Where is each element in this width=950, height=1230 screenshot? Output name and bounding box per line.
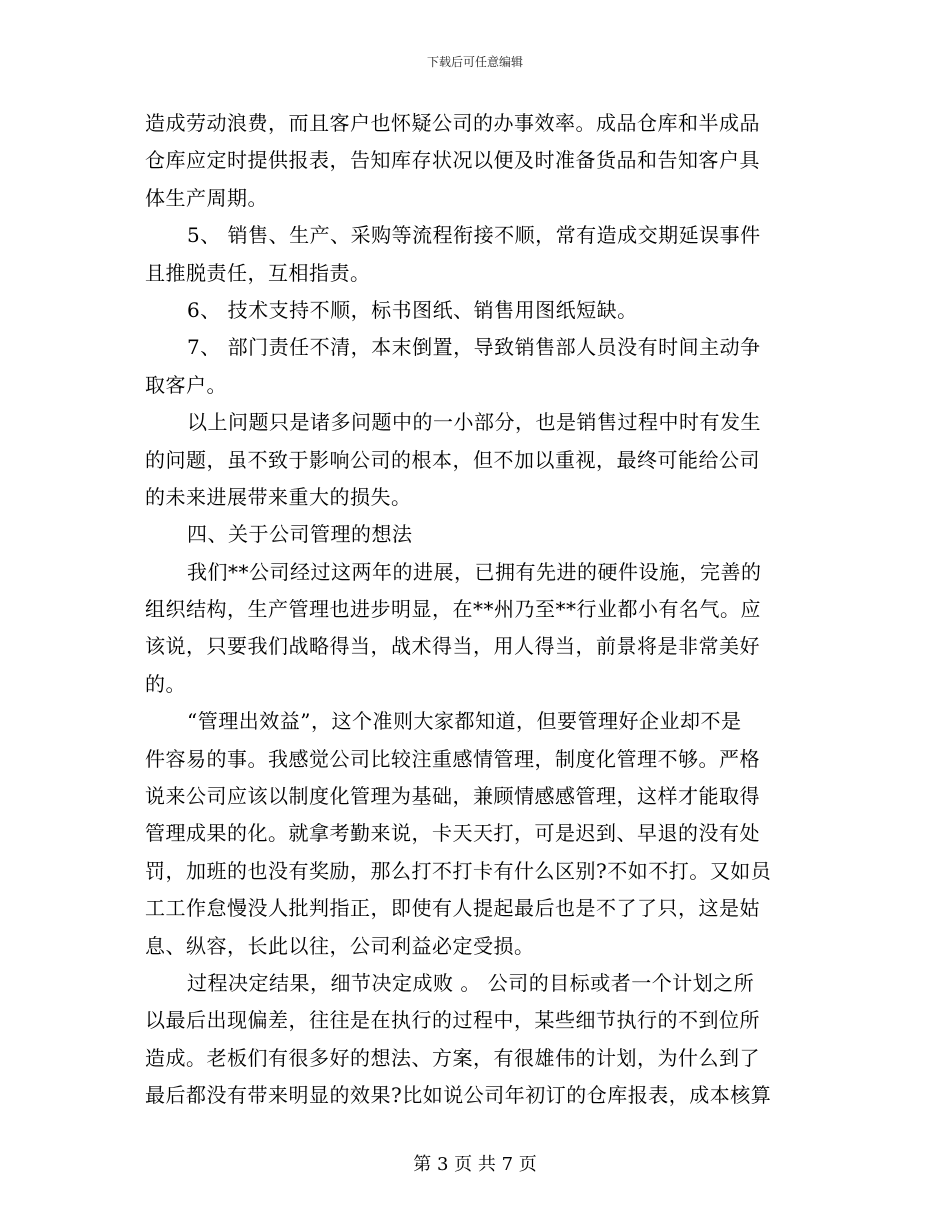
text-line: 7、 部门责任不清，本末倒置，导致销售部人员没有时间主动争 (187, 335, 761, 360)
text-line: 该说，只要我们战略得当，战术得当，用人得当，前景将是非常美好 (145, 634, 760, 659)
page-header: 下载后可任意编辑 (426, 55, 523, 69)
text-line: “管理出效益”，这个准则大家都知道，但要管理好企业却不是 (187, 709, 742, 734)
text-line: 管理成果的化。就拿考勤来说，卡天天打，可是迟到、早退的没有处 (145, 821, 760, 846)
text-line: 的。 (145, 671, 186, 696)
text-line: 6、 技术支持不顺，标书图纸、销售用图纸短缺。 (187, 297, 638, 322)
text-line: 息、纵容，长此以往，公司利益必定受损。 (145, 933, 535, 958)
page-footer: 第 3 页 共 7 页 (413, 1154, 537, 1175)
text-line: 我们**公司经过这两年的进展，已拥有先进的硬件设施，完善的 (187, 559, 762, 584)
text-line: 造成劳动浪费，而且客户也怀疑公司的办事效率。成品仓库和半成品 (145, 111, 760, 135)
text-line: 组织结构，生产管理也进步明显，在**州乃至**行业都小有名气。应 (145, 597, 761, 622)
body-text (145, 105, 807, 1115)
text-line: 罚，加班的也没有奖励，那么打不打卡有什么区别?不如不打。又如员 (145, 858, 772, 883)
text-line: 说来公司应该以制度化管理为基础，兼顾情感感管理，这样才能取得 (145, 784, 760, 809)
text-line: 过程决定结果，细节决定成败 。 公司的目标或者一个计划之所 (187, 970, 755, 995)
text-line: 体生产周期。 (145, 185, 268, 210)
text-line: 以上问题只是诸多问题中的一小部分，也是销售过程中时有发生 (187, 410, 761, 435)
text-line: 四、关于公司管理的想法 (187, 522, 413, 547)
text-line: 的问题，虽不致于影响公司的根本，但不加以重视，最终可能给公司 (145, 447, 760, 472)
text-line: 仓库应定时提供报表，告知库存状况以便及时准备货品和告知客户具 (145, 148, 760, 173)
text-line: 以最后出现偏差，往往是在执行的过程中，某些细节执行的不到位所 (145, 1008, 760, 1033)
text-line: 5、 销售、生产、采购等流程衔接不顺，常有造成交期延误事件 (187, 223, 761, 248)
text-line: 工工作怠慢没人批判指正，即使有人提起最后也是不了了只，这是姑 (145, 896, 760, 921)
text-line: 件容易的事。我感觉公司比较注重感情管理，制度化管理不够。严格 (145, 746, 760, 771)
text-line: 最后都没有带来明显的效果?比如说公司年初订的仓库报表，成本核算 (145, 1083, 772, 1108)
text-line: 的未来进展带来重大的损失。 (145, 484, 412, 509)
text-line: 且推脱责任，互相指责。 (145, 260, 371, 285)
text-line: 造成。老板们有很多好的想法、方案，有很雄伟的计划，为什么到了 (145, 1045, 760, 1070)
text-line: 取客户。 (145, 372, 227, 397)
